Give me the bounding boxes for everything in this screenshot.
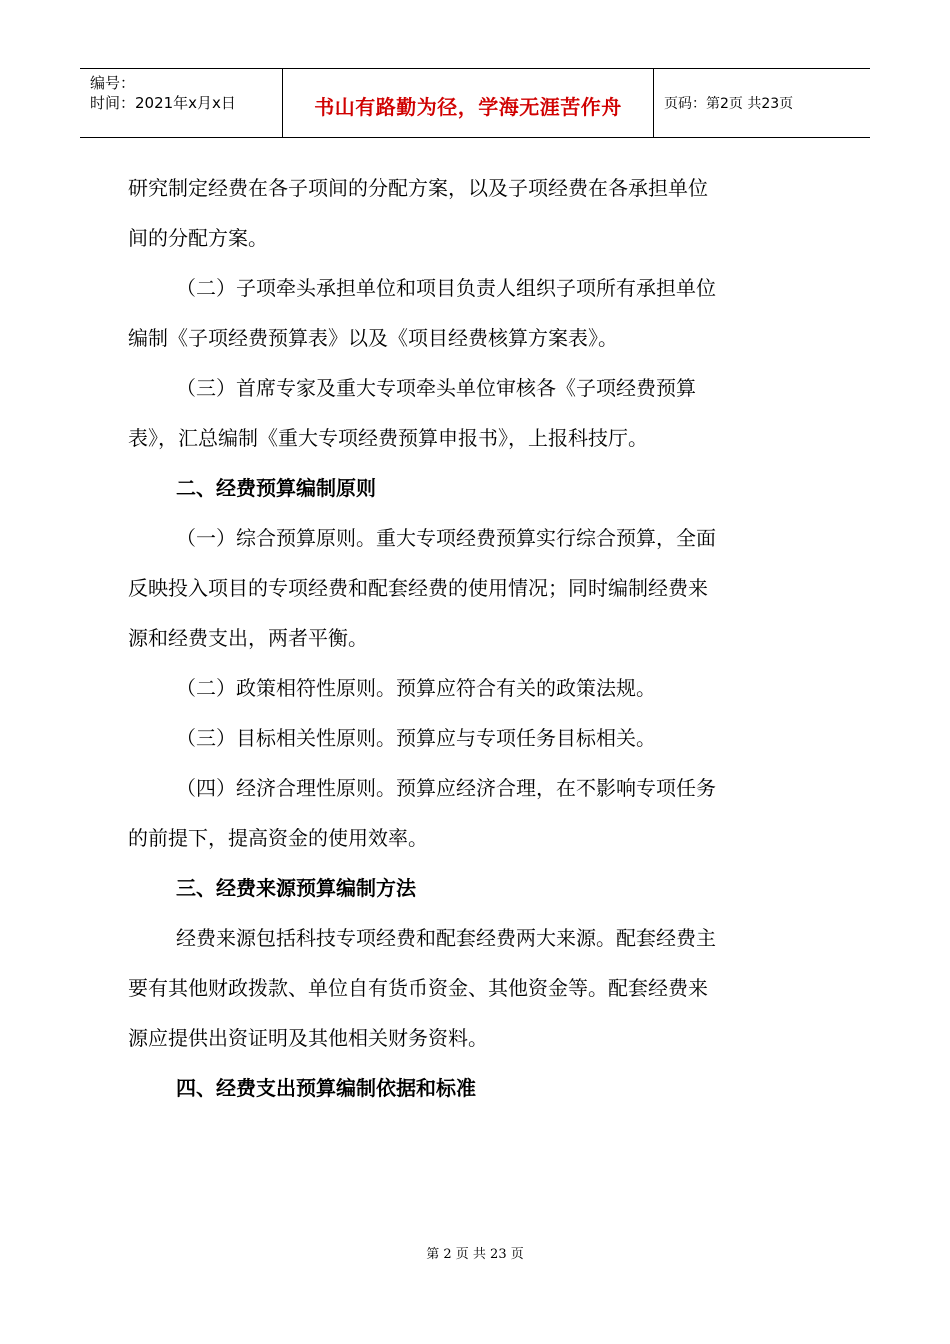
- body-line: 源和经费支出，两者平衡。: [128, 626, 368, 650]
- body-line: 研究制定经费在各子项间的分配方案，以及子项经费在各承担单位: [128, 176, 708, 200]
- body-line: （二）政策相符性原则。预算应符合有关的政策法规。: [176, 676, 656, 700]
- body-line: （三）首席专家及重大专项牵头单位审核各《子项经费预算: [176, 376, 696, 400]
- header-page-info: 页码：第2页 共23页: [664, 96, 794, 112]
- body-line: 要有其他财政拨款、单位自有货币资金、其他资金等。配套经费来: [128, 976, 708, 1000]
- header-meta: [90, 73, 236, 113]
- body-line: （四）经济合理性原则。预算应经济合理，在不影响专项任务: [176, 776, 716, 800]
- header-motto: 书山有路勤为径，学海无涯苦作舟: [314, 95, 622, 119]
- header-divider: [653, 69, 654, 137]
- document-time-label: 时间：2021年x月x日: [90, 94, 236, 112]
- section-heading: 三、经费来源预算编制方法: [176, 876, 416, 900]
- body-line: 源应提供出资证明及其他相关财务资料。: [128, 1026, 488, 1050]
- body-line: 经费来源包括科技专项经费和配套经费两大来源。配套经费主: [176, 926, 716, 950]
- body-line: 编制《子项经费预算表》以及《项目经费核算方案表》。: [128, 326, 618, 350]
- body-line: （一）综合预算原则。重大专项经费预算实行综合预算，全面: [176, 526, 716, 550]
- body-line: 的前提下，提高资金的使用效率。: [128, 826, 428, 850]
- section-heading: 二、经费预算编制原则: [176, 476, 376, 500]
- page-footer: 第 2 页 共 23 页: [426, 1247, 524, 1262]
- body-line: 表》，汇总编制《重大专项经费预算申报书》，上报科技厅。: [128, 426, 648, 450]
- body-line: （三）目标相关性原则。预算应与专项任务目标相关。: [176, 726, 656, 750]
- body-line: （二）子项牵头承担单位和项目负责人组织子项所有承担单位: [176, 276, 716, 300]
- document-number-label: 编号：: [90, 74, 136, 92]
- section-heading: 四、经费支出预算编制依据和标准: [176, 1076, 476, 1100]
- document-header: [80, 68, 870, 138]
- body-line: 反映投入项目的专项经费和配套经费的使用情况；同时编制经费来: [128, 576, 708, 600]
- body-line: 间的分配方案。: [128, 226, 268, 250]
